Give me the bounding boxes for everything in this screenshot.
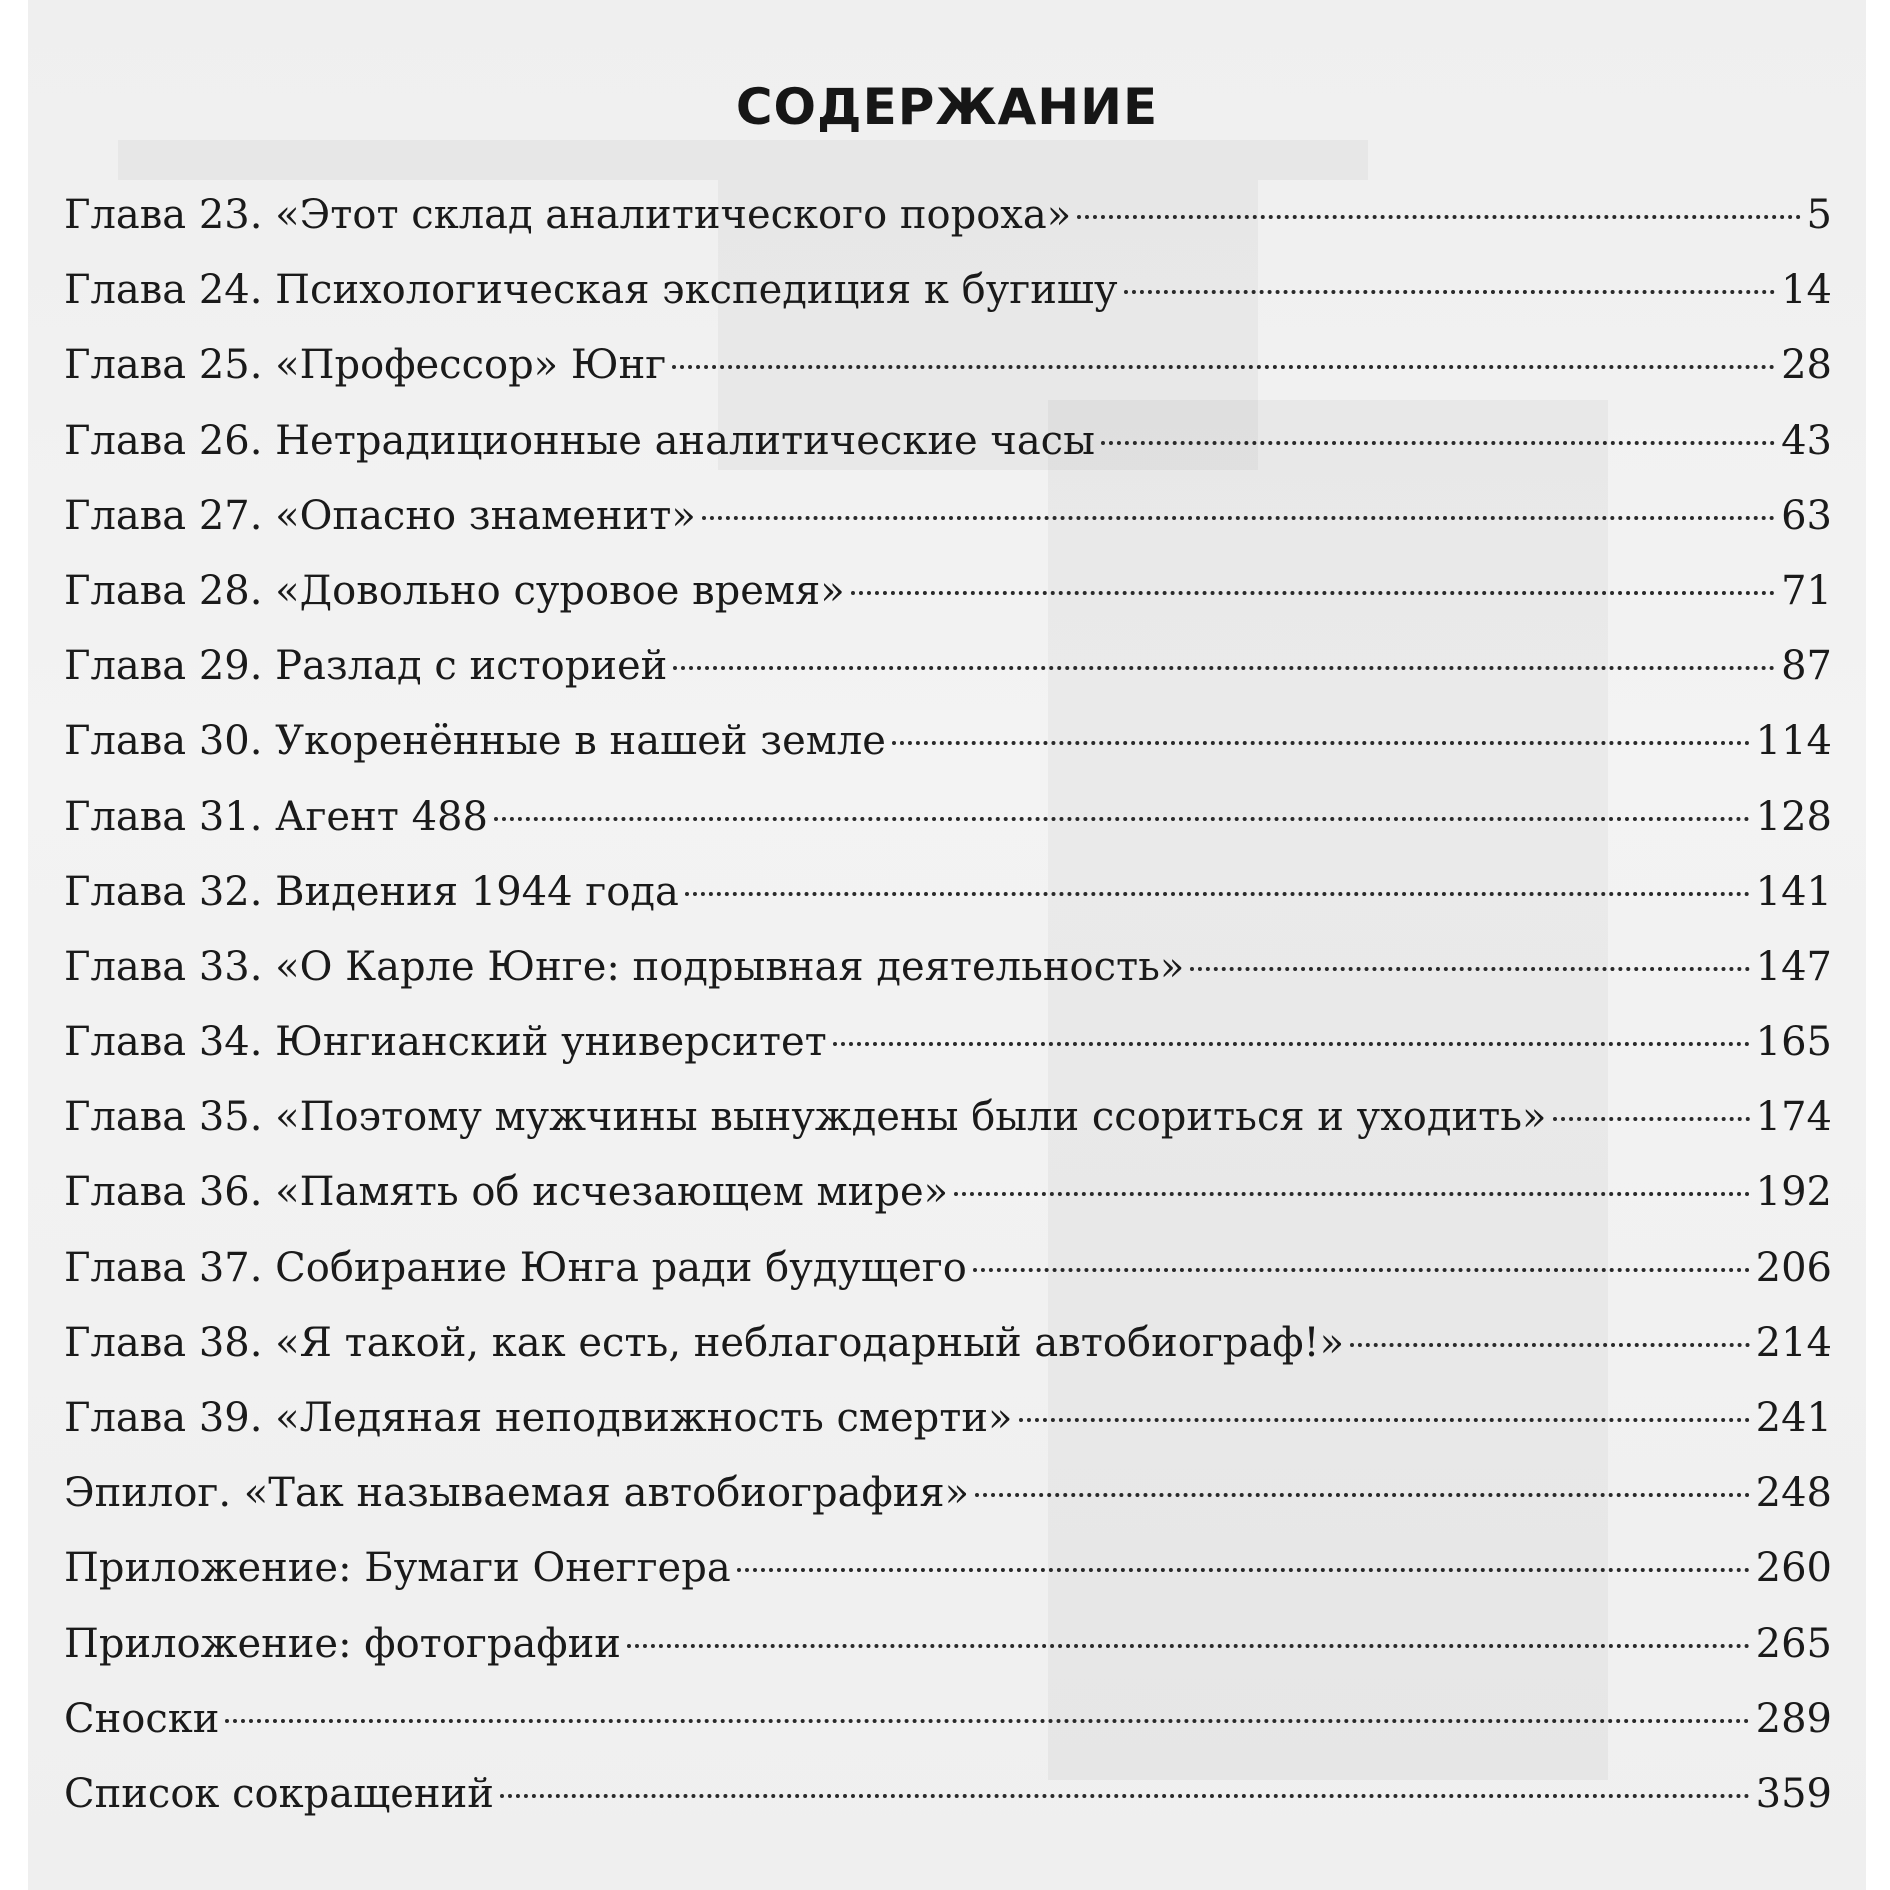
show-through-strip [118,140,1368,180]
toc-entry[interactable] [64,1231,1832,1306]
table-of-contents [64,178,1832,1832]
dot-leader [973,1268,1750,1272]
toc-entry-label: Приложение: Бумаги Онеггера [64,1545,731,1592]
toc-entry[interactable] [64,1155,1832,1230]
toc-entry-label: Глава 35. «Поэтому мужчины вынуждены были ссориться и уходить» [64,1094,1547,1141]
toc-entry-label: Сноски [64,1695,220,1742]
toc-entry-page-number: 165 [1755,1019,1832,1066]
toc-entry-label: Список сокращений [64,1770,494,1817]
toc-entry[interactable] [64,704,1832,779]
dot-leader [1101,441,1775,445]
book-page [28,0,1866,1890]
toc-entry-label: Глава 37. Собирание Юнга ради будущего [64,1244,967,1291]
toc-entry[interactable] [64,554,1832,629]
toc-entry-page-number: 28 [1781,342,1832,389]
toc-entry[interactable] [64,479,1832,554]
toc-entry[interactable] [64,253,1832,328]
dot-leader [627,1644,1750,1648]
dot-leader [851,591,1775,595]
toc-entry-page-number: 71 [1781,567,1832,614]
toc-entry[interactable] [64,328,1832,403]
toc-entry[interactable] [64,1306,1832,1381]
toc-entry-label: Глава 28. «Довольно суровое время» [64,567,845,614]
dot-leader [1124,290,1776,294]
dot-leader [1077,215,1800,219]
toc-entry-page-number: 206 [1755,1244,1832,1291]
toc-entry-page-number: 114 [1755,718,1832,765]
toc-entry-label: Глава 33. «О Карле Юнге: подрывная деятельность» [64,943,1185,990]
toc-entry[interactable] [64,1531,1832,1606]
toc-entry-label: Эпилог. «Так называемая автобиография» [64,1470,970,1517]
toc-entry-page-number: 265 [1755,1620,1832,1667]
toc-entry-label: Глава 25. «Профессор» Юнг [64,342,667,389]
dot-leader [494,817,1750,821]
toc-entry[interactable] [64,930,1832,1005]
toc-entry[interactable] [64,1456,1832,1531]
toc-entry-page-number: 14 [1781,267,1832,314]
toc-entry[interactable] [64,855,1832,930]
dot-leader [892,741,1750,745]
toc-entry-page-number: 174 [1755,1094,1832,1141]
toc-entry-label: Глава 24. Психологическая экспедиция к бугишу [64,267,1118,314]
toc-entry-label: Глава 26. Нетрадиционные аналитические часы [64,417,1095,464]
toc-entry-label: Глава 34. Юнгианский университет [64,1019,827,1066]
page-title: СОДЕРЖАНИЕ [735,77,1159,136]
toc-entry[interactable] [64,404,1832,479]
dot-leader [1350,1343,1750,1347]
dot-leader [225,1719,1749,1723]
dot-leader [1190,967,1749,971]
toc-entry[interactable] [64,1682,1832,1757]
dot-leader [673,666,1775,670]
toc-entry-page-number: 248 [1755,1470,1832,1517]
dot-leader [1019,1418,1750,1422]
toc-entry[interactable] [64,178,1832,253]
toc-entry-page-number: 43 [1781,417,1832,464]
toc-entry-page-number: 5 [1806,192,1832,238]
toc-entry[interactable] [64,1757,1832,1832]
toc-entry-label: Глава 32. Видения 1944 года [64,868,679,915]
dot-leader [1553,1117,1750,1121]
dot-leader [954,1192,1750,1196]
toc-entry-page-number: 214 [1755,1319,1832,1366]
toc-entry-page-number: 128 [1755,793,1832,840]
toc-entry-label: Глава 23. «Этот склад аналитического пороха» [64,192,1072,238]
toc-entry-page-number: 63 [1781,492,1832,539]
toc-entry[interactable] [64,780,1832,855]
toc-entry-page-number: 289 [1755,1695,1832,1742]
toc-entry[interactable] [64,1381,1832,1456]
dot-leader [975,1493,1750,1497]
toc-entry-page-number: 241 [1755,1395,1832,1441]
toc-entry-label: Глава 27. «Опасно знаменит» [64,492,696,539]
dot-leader [672,365,1775,369]
toc-entry-label: Глава 39. «Ледяная неподвижность смерти» [64,1395,1013,1441]
toc-entry-page-number: 192 [1755,1169,1832,1216]
toc-entry-page-number: 87 [1781,643,1832,690]
dot-leader [702,516,1775,520]
toc-entry-label: Глава 38. «Я такой, как есть, неблагодарный автобиограф!» [64,1319,1345,1366]
toc-entry-page-number: 359 [1755,1770,1832,1817]
dot-leader [833,1042,1750,1046]
toc-entry-page-number: 260 [1755,1545,1832,1592]
toc-entry-label: Глава 30. Укоренённые в нашей земле [64,718,886,765]
dot-leader [737,1568,1750,1572]
toc-entry-label: Глава 31. Агент 488 [64,793,488,840]
toc-entry[interactable] [64,1080,1832,1155]
toc-entry-label: Глава 36. «Память об исчезающем мире» [64,1169,949,1216]
toc-entry[interactable] [64,1607,1832,1682]
toc-entry-page-number: 141 [1755,868,1832,915]
toc-entry[interactable] [64,1005,1832,1080]
toc-entry-label: Глава 29. Разлад с историей [64,643,668,690]
toc-entry[interactable] [64,629,1832,704]
toc-entry-label: Приложение: фотографии [64,1620,621,1667]
dot-leader [685,892,1750,896]
dot-leader [500,1794,1750,1798]
toc-entry-page-number: 147 [1755,943,1832,990]
